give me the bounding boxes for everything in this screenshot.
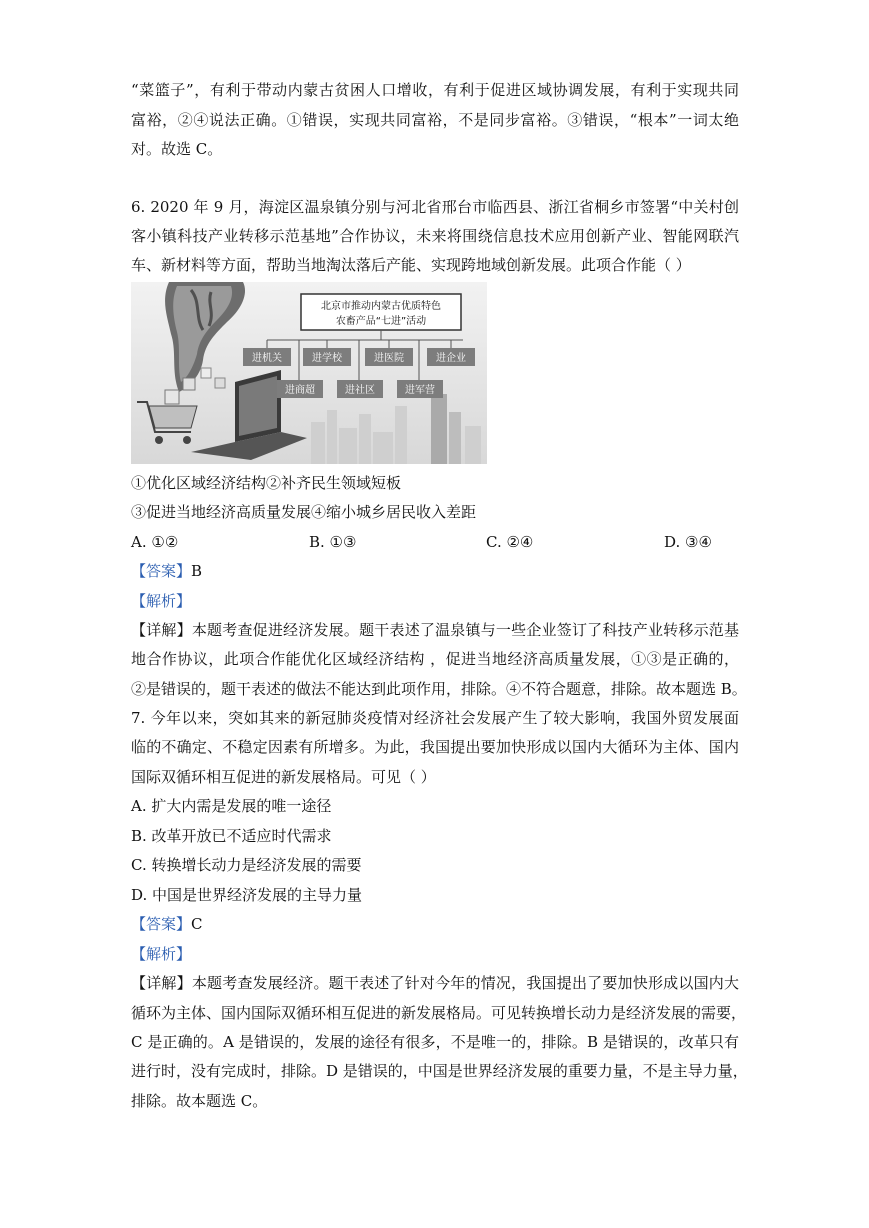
diagram-node: 进学校 bbox=[312, 353, 342, 364]
statement-line: ③促进当地经济高质量发展④缩小城乡居民收入差距 bbox=[131, 503, 477, 521]
question-7-stem: 国际双循环相互促进的新发展格局。可见（ ） bbox=[131, 768, 436, 786]
option-a: A. ①② bbox=[131, 533, 179, 551]
analysis-line bbox=[131, 944, 191, 964]
answer-line bbox=[131, 561, 202, 581]
text-line: 富裕，②④说法正确。①错误，实现共同富裕，不是同步富裕。③错误，“根本”一词太绝 bbox=[131, 111, 739, 129]
option-d: D. 中国是世界经济发展的主导力量 bbox=[131, 886, 363, 904]
diagram-node: 进商超 bbox=[285, 385, 315, 396]
detail-line: 循环为主体、国内国际双循环相互促进的新发展格局。可见转换增长动力是经济发展的需要， bbox=[131, 1004, 747, 1022]
option-b: B. 改革开放已不适应时代需求 bbox=[131, 827, 332, 845]
detail-line: 排除。故本题选 C。 bbox=[131, 1092, 268, 1110]
text-line: 对。故选 C。 bbox=[131, 140, 223, 158]
question-6-stem: 车、新材料等方面，帮助当地淘汰落后产能、实现跨地域创新发展。此项合作能（ ） bbox=[131, 256, 691, 274]
diagram-title-line1: 北京市推动内蒙古优质特色 bbox=[321, 301, 441, 312]
analysis-line bbox=[131, 591, 191, 611]
detail-line: C 是正确的。A 是错误的，发展的途径有很多，不是唯一的，排除。B 是错误的，改革只有 bbox=[131, 1033, 739, 1051]
answer-value: B bbox=[191, 562, 203, 580]
diagram-node: 进医院 bbox=[374, 353, 404, 364]
detail-tag: 【详解】 bbox=[131, 974, 192, 992]
option-c: C. 转换增长动力是经济发展的需要 bbox=[131, 856, 362, 874]
answer-tag: 【答案】 bbox=[131, 915, 192, 933]
option-b: B. ①③ bbox=[309, 533, 357, 551]
detail-line: 进行时，没有完成时，排除。D 是错误的，中国是世界经济发展的重要力量，不是主导力量， bbox=[131, 1062, 748, 1080]
option-c: C. ②④ bbox=[486, 533, 534, 551]
question-7-stem: 临的不确定、不稳定因素有所增多。为此，我国提出要加快形成以国内大循环为主体、国内 bbox=[131, 738, 739, 756]
detail-line bbox=[131, 973, 739, 993]
detail-text: 本题考查促进经济发展。题干表述了温泉镇与一些企业签订了科技产业转移示范基 bbox=[191, 621, 739, 639]
answer-line bbox=[131, 914, 203, 934]
question-6-stem: 客小镇科技产业转移示范基地”合作协议，未来将围绕信息技术应用创新产业、智能网联汽 bbox=[131, 227, 739, 245]
diagram-node: 进军营 bbox=[405, 385, 435, 396]
answer-tag: 【答案】 bbox=[131, 562, 192, 580]
detail-line bbox=[131, 620, 739, 640]
diagram-node: 进社区 bbox=[345, 385, 375, 396]
text-line: “菜篮子”，有利于带动内蒙古贫困人口增收，有利于促进区域协调发展，有利于实现共同 bbox=[131, 81, 739, 99]
statement-line: ①优化区域经济结构②补齐民生领域短板 bbox=[131, 474, 402, 492]
detail-line: 地合作协议，此项合作能优化区域经济结构 ，促进当地经济高质量发展，①③是正确的， bbox=[131, 650, 739, 668]
detail-line: ②是错误的，题干表述的做法不能达到此项作用，排除。④不符合题意，排除。故本题选 B。 bbox=[131, 680, 747, 698]
option-d: D. ③④ bbox=[664, 533, 712, 551]
analysis-tag: 【解析】 bbox=[131, 945, 192, 963]
question-6-stem: 6. 2020 年 9 月，海淀区温泉镇分别与河北省邢台市临西县、浙江省桐乡市签署“中关村创 bbox=[131, 198, 739, 216]
diagram-title-line2: 农畜产品“七进”活动 bbox=[335, 316, 427, 327]
detail-text: 本题考查发展经济。题干表述了针对今年的情况，我国提出了要加快形成以国内大 bbox=[191, 974, 739, 992]
diagram-node: 进企业 bbox=[436, 353, 466, 364]
diagram-node: 进机关 bbox=[252, 353, 282, 364]
detail-tag: 【详解】 bbox=[131, 621, 192, 639]
question-7-stem: 7. 今年以来，突如其来的新冠肺炎疫情对经济社会发展产生了较大影响，我国外贸发展面 bbox=[131, 709, 739, 727]
question-6-figure bbox=[131, 282, 487, 464]
analysis-tag: 【解析】 bbox=[131, 592, 192, 610]
answer-value: C bbox=[191, 915, 203, 933]
option-a: A. 扩大内需是发展的唯一途径 bbox=[131, 797, 332, 815]
